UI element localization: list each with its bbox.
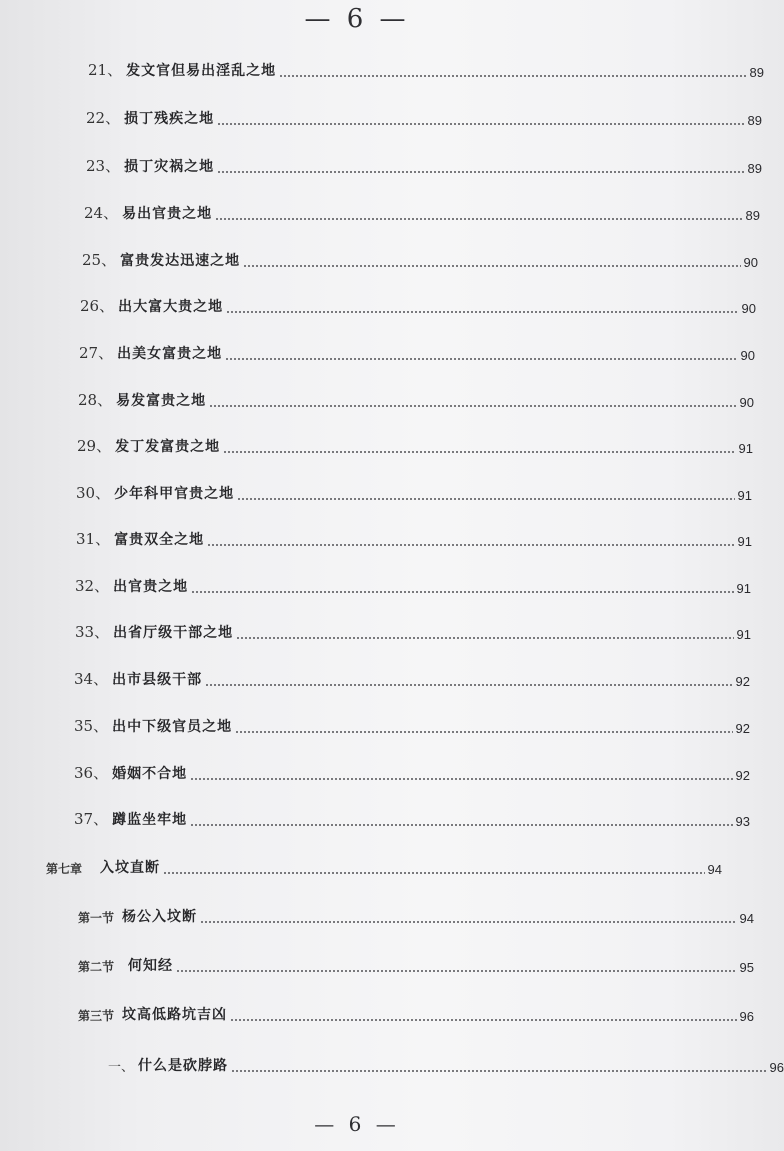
top-page-number: — 6 —	[304, 4, 410, 34]
entry-title: 易出官贵之地	[122, 206, 213, 222]
entry-number: 28、	[78, 391, 113, 409]
subsection-title: 什么是砍脖路	[138, 1058, 229, 1074]
section-number: 第三节	[78, 1009, 115, 1023]
dot-leader	[190, 767, 732, 781]
toc-entry	[0, 384, 754, 410]
toc-entry	[0, 150, 762, 176]
toc-entry	[0, 477, 752, 503]
entry-number: 26、	[80, 297, 115, 315]
entry-page: 92	[735, 768, 750, 783]
entry-page: 93	[735, 814, 750, 829]
dot-leader	[176, 959, 737, 973]
chapter-entry	[0, 851, 722, 877]
entry-number: 30、	[76, 484, 111, 502]
dot-leader	[190, 813, 732, 827]
entry-page: 89	[747, 161, 762, 176]
toc-entry	[0, 102, 762, 128]
entry-page: 90	[743, 255, 758, 270]
dot-leader	[163, 861, 705, 875]
entry-page: 91	[736, 627, 751, 642]
entry-title: 婚姻不合地	[112, 766, 188, 782]
toc-entry	[0, 290, 756, 316]
toc-entry	[0, 523, 752, 549]
entry-number: 21、	[88, 61, 123, 79]
entry-title: 出市县级干部	[112, 672, 203, 688]
toc-entry	[0, 710, 750, 736]
entry-number: 29、	[77, 437, 112, 455]
subsection-number: 一、	[108, 1060, 135, 1075]
dot-leader	[235, 720, 732, 734]
toc-entry	[0, 337, 755, 363]
entry-page: 92	[735, 721, 750, 736]
entry-title: 损丁灾祸之地	[124, 159, 215, 175]
toc-entry	[0, 616, 751, 642]
toc-entry	[0, 430, 753, 456]
entry-title: 蹲监坐牢地	[112, 812, 188, 828]
section-page: 95	[739, 960, 754, 975]
entry-page: 91	[737, 534, 752, 549]
toc-entry	[0, 663, 750, 689]
entry-number: 35、	[74, 717, 109, 735]
entry-page: 89	[745, 208, 760, 223]
section-title: 何知经	[128, 958, 174, 974]
entry-title: 出美女富贵之地	[117, 346, 223, 362]
entry-number: 31、	[76, 530, 111, 548]
section-number: 第二节	[78, 960, 115, 974]
entry-page: 89	[749, 65, 764, 80]
entry-title: 损丁残疾之地	[124, 111, 215, 127]
dot-leader	[209, 394, 736, 408]
dot-leader	[205, 673, 732, 687]
section-entry	[0, 998, 754, 1024]
dot-leader	[279, 64, 746, 78]
toc-entry	[0, 244, 758, 270]
entry-page: 90	[739, 395, 754, 410]
toc-entry	[0, 803, 750, 829]
toc-entry	[0, 54, 764, 80]
entry-page: 89	[747, 113, 762, 128]
section-entry	[0, 900, 754, 926]
subsection-page: 96	[769, 1060, 784, 1075]
dot-leader	[215, 207, 742, 221]
section-number: 第一节	[78, 911, 115, 925]
dot-leader	[230, 1008, 737, 1022]
dot-leader	[191, 580, 733, 594]
entry-title: 发文官但易出淫乱之地	[126, 63, 277, 79]
subsection-entry	[0, 1049, 784, 1075]
entry-number: 25、	[82, 251, 117, 269]
entry-page: 92	[735, 674, 750, 689]
toc-entry	[0, 570, 751, 596]
entry-title: 发丁发富贵之地	[115, 439, 221, 455]
entry-number: 33、	[75, 623, 110, 641]
dot-leader	[225, 347, 737, 361]
dot-leader	[236, 626, 733, 640]
entry-number: 27、	[79, 344, 114, 362]
entry-number: 37、	[74, 810, 109, 828]
chapter-number: 第七章	[46, 862, 83, 876]
dot-leader	[243, 254, 740, 268]
entry-title: 富贵双全之地	[114, 532, 205, 548]
section-entry	[0, 949, 754, 975]
entry-page: 91	[738, 441, 753, 456]
dot-leader	[207, 533, 734, 547]
entry-number: 24、	[84, 204, 119, 222]
entry-title: 富贵发达迅速之地	[120, 253, 241, 269]
entry-page: 90	[741, 301, 756, 316]
entry-number: 34、	[74, 670, 109, 688]
entry-title: 易发富贵之地	[116, 393, 207, 409]
entry-title: 出中下级官员之地	[112, 719, 233, 735]
section-title: 坟高低路坑吉凶	[122, 1007, 228, 1023]
dot-leader	[223, 440, 735, 454]
dot-leader	[200, 910, 737, 924]
bottom-page-number: — 6 —	[314, 1112, 400, 1136]
toc-entry	[0, 197, 760, 223]
entry-title: 出省厅级干部之地	[113, 625, 234, 641]
toc-entry	[0, 757, 750, 783]
entry-page: 90	[740, 348, 755, 363]
chapter-title: 入坟直断	[100, 860, 161, 876]
dot-leader	[231, 1059, 767, 1073]
chapter-page: 94	[707, 862, 722, 877]
section-page: 94	[739, 911, 754, 926]
section-page: 96	[739, 1009, 754, 1024]
dot-leader	[237, 487, 734, 501]
entry-number: 23、	[86, 157, 121, 175]
dot-leader	[226, 300, 738, 314]
entry-number: 32、	[75, 577, 110, 595]
entry-title: 出大富大贵之地	[118, 299, 224, 315]
dot-leader	[217, 160, 744, 174]
entry-title: 出官贵之地	[113, 579, 189, 595]
section-title: 杨公入坟断	[122, 909, 198, 925]
dot-leader	[217, 112, 744, 126]
entry-title: 少年科甲官贵之地	[114, 486, 235, 502]
entry-number: 36、	[74, 764, 109, 782]
entry-number: 22、	[86, 109, 121, 127]
entry-page: 91	[736, 581, 751, 596]
entry-page: 91	[737, 488, 752, 503]
